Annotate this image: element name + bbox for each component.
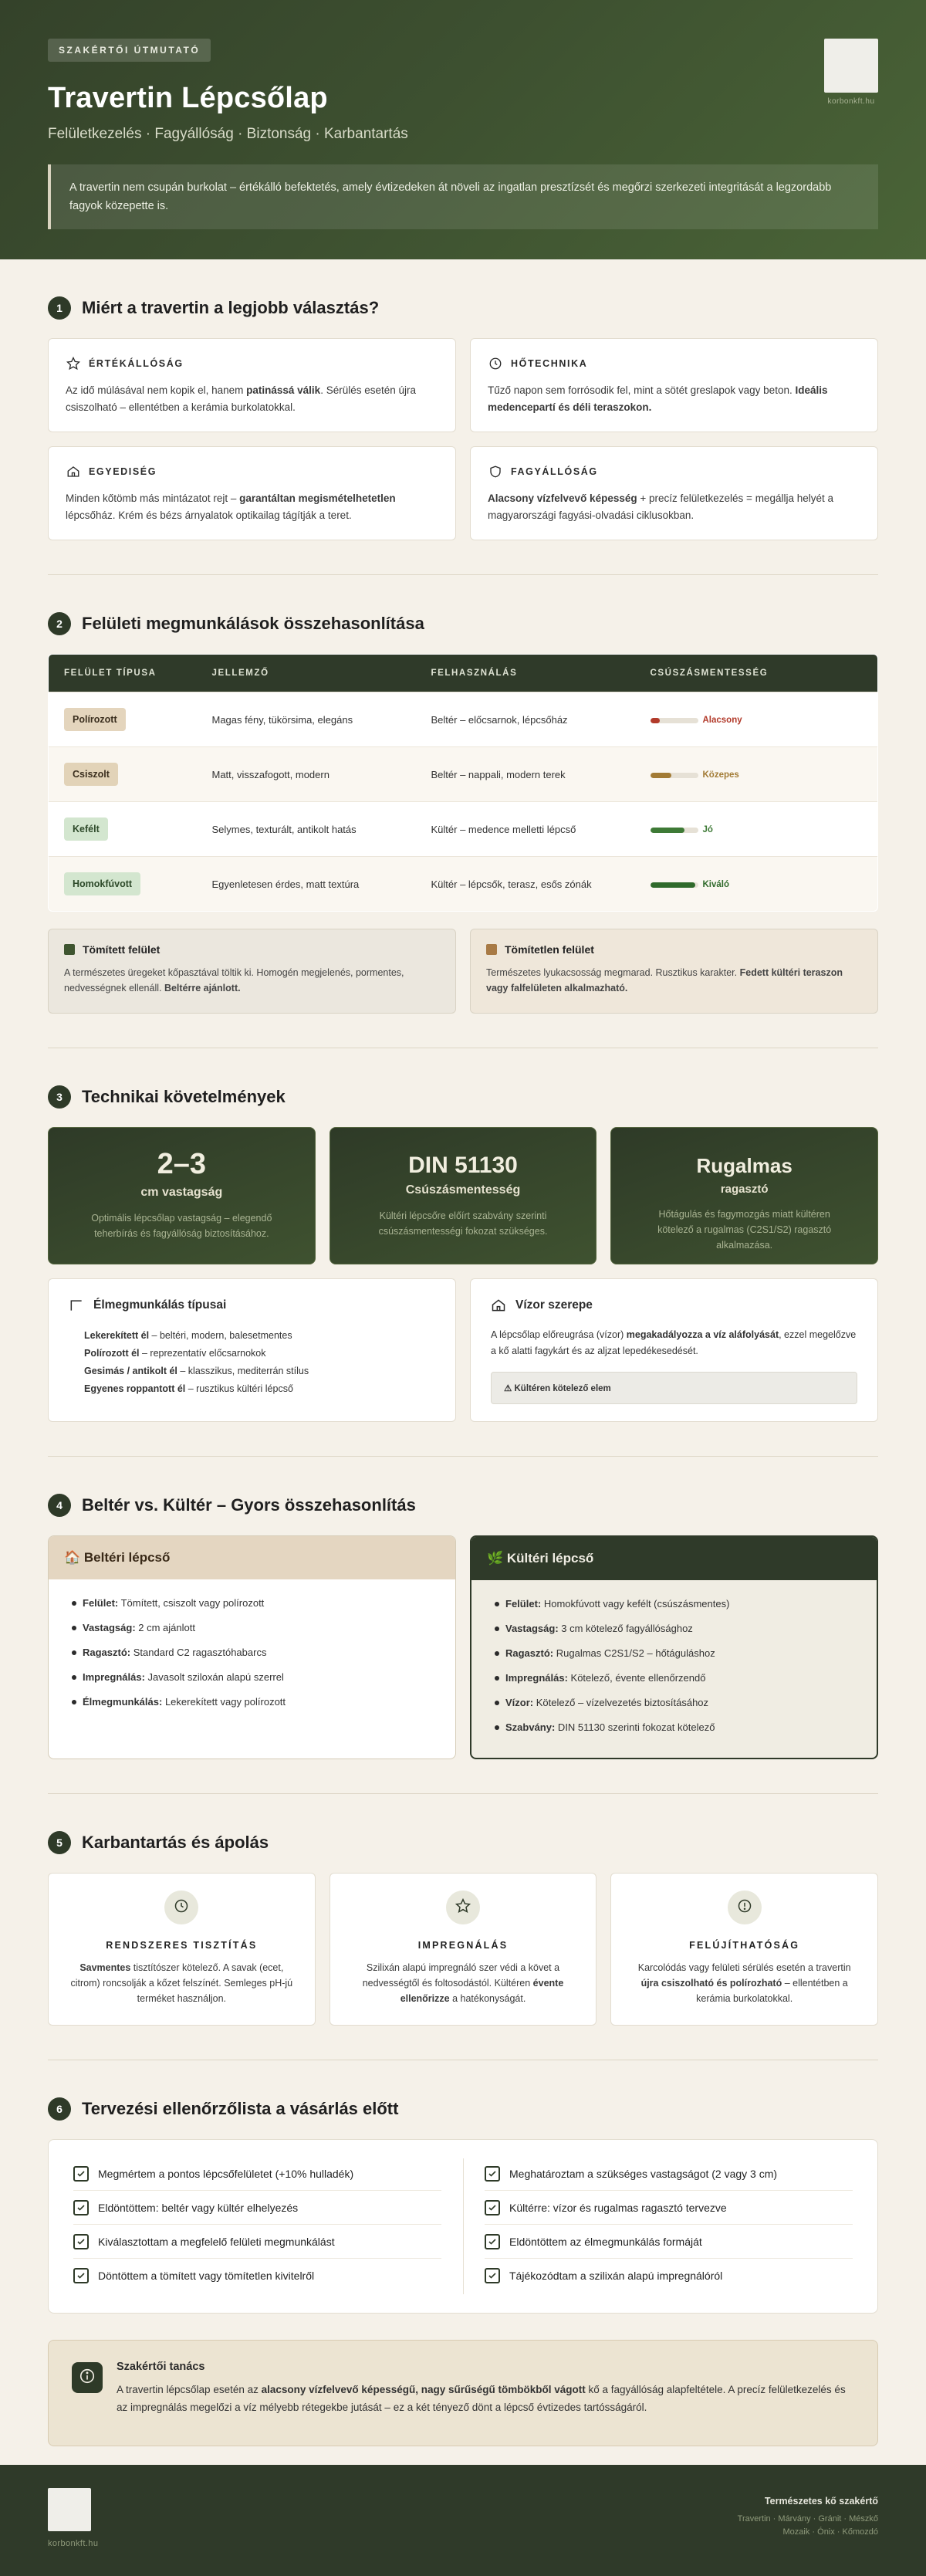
section-technical (48, 1048, 878, 1457)
spec-label: Csúszásmentesség (405, 1183, 521, 1197)
spec-value: 2–3 (157, 1148, 207, 1180)
footer-logo-text: korbonkft.hu (48, 2539, 99, 2548)
checkbox-checked-icon[interactable] (73, 2200, 89, 2215)
checklist-item[interactable] (73, 2191, 441, 2225)
section-number: 5 (48, 1831, 71, 1854)
card-text: Az idő múlásával nem kopik el, hanem patinássá válik. Sérülés esetén újra csiszolható – ellentétben a kerámia burkolatokkal. (66, 384, 417, 413)
checklist-label: Meghatároztam a szükséges vastagságot (2 vagy 3 cm) (509, 2167, 778, 2180)
spec-value: DIN 51130 (408, 1153, 518, 1178)
checklist-label: Megmértem a pontos lépcsőfelületet (+10% hulladék) (98, 2167, 354, 2180)
home-icon (491, 1298, 506, 1313)
table-row (49, 802, 878, 857)
slip-cell (635, 857, 878, 912)
spec-desc: Optimális lépcsőlap vastagság – elegendő teherbírás és fagyállóság biztosításához. (91, 1213, 272, 1239)
footer-line: Mozaik · Ónix · Kőmozdó (782, 2527, 878, 2537)
list-item: Élmegmunkálás: Lekerekített vagy polírozott (72, 1694, 432, 1711)
clock-icon (488, 356, 503, 371)
brand-logo[interactable] (824, 39, 878, 93)
surface-tag: Kefélt (64, 817, 108, 841)
usage-cell: Beltér – nappali, modern terek (416, 747, 635, 802)
list-item: Egyenes roppantott él – rusztikus kültéri lépcső (84, 1383, 293, 1394)
shield-icon (488, 464, 503, 479)
list-item: Felület: Homokfúvott vagy kefélt (csúszásmentes) (495, 1596, 853, 1613)
table-header: CSÚSZÁSMENTESSÉG (635, 655, 878, 692)
table-header: FELHASZNÁLÁS (416, 655, 635, 692)
checkbox-checked-icon[interactable] (73, 2234, 89, 2249)
list-item: Szabvány: DIN 51130 szerinti fokozat kötelező (495, 1719, 853, 1736)
card-text: Alacsony vízfelvevő képesség + precíz felületkezelés = megállja helyét a magyarországi fagyási-olvadási ciklusokban. (488, 493, 833, 521)
slip-meter-fill (651, 718, 660, 723)
card-text: Karcolódás vagy felületi sérülés esetén a travertin újra csiszolható és polírozható – ellentétben a kerámia burkolatokkal. (637, 1962, 851, 2004)
section-title: Beltér vs. Kültér – Gyors összehasonlítás (82, 1495, 416, 1515)
maintenance-card-cleaning (48, 1873, 316, 2026)
list-item: Ragasztó: Rugalmas C2S1/S2 – hőtáguláshoz (495, 1645, 853, 1662)
list-item: Impregnálás: Javasolt sziloxán alapú szerrel (72, 1669, 432, 1686)
spec-desc: Hőtágulás és fagymozgás miatt kültéren kötelező a rugalmas (C2S1/S2) ragasztó alkalmazása. (657, 1209, 832, 1251)
table-row (49, 692, 878, 747)
footer-title: Természetes kő szakértő (764, 2496, 878, 2507)
surface-type-cell (49, 802, 197, 857)
guide-badge: SZAKÉRTŐI ÚTMUTATÓ (48, 39, 211, 62)
section-number: 3 (48, 1085, 71, 1109)
card-title: IMPREGNÁLÁS (417, 1940, 509, 1951)
warning-note: ⚠ Kültéren kötelező elem (491, 1372, 857, 1404)
card-text: Minden kőtömb más mintázatot rejt – garantáltan megismételhetetlen lépcsőház. Krém és bézs árnyalatok optikailag tágítják a teret. (66, 493, 396, 521)
section-title: Miért a travertin a legjobb választás? (82, 298, 380, 317)
list-item: Vastagság: 2 cm ajánlott (72, 1620, 432, 1637)
footer-line: Travertin · Márvány · Gránit · Mészkő (737, 2514, 878, 2524)
checklist-item[interactable] (73, 2259, 441, 2293)
table-row (49, 857, 878, 912)
section-title: Karbantartás és ápolás (82, 1833, 269, 1852)
slip-meter (651, 773, 698, 778)
section-title: Felületi megmunkálások összehasonlítása (82, 614, 424, 633)
list-item: Polírozott él – reprezentatív előcsarnokok (84, 1348, 266, 1359)
brand-logo-text: korbonkft.hu (827, 97, 875, 106)
card-text: Szilixán alapú impregnáló szer védi a követ a nedvességtől és foltosodástól. Kültéren évente ellenőrizze a hatékonyságát. (362, 1962, 564, 2004)
card-title: Élmegmunkálás típusai (93, 1298, 227, 1312)
checklist-item[interactable] (485, 2157, 853, 2191)
card-title: FELÚJÍTHATÓSÁG (689, 1940, 800, 1951)
checklist-item[interactable] (485, 2191, 853, 2225)
slip-meter-fill (651, 882, 696, 888)
slip-cell (635, 747, 878, 802)
table-header: FELÜLET TÍPUSA (49, 655, 197, 692)
indoor-card-header: 🏠 Beltéri lépcső (49, 1536, 455, 1579)
checklist-label: Eldöntöttem: beltér vagy kültér elhelyezés (98, 2201, 299, 2214)
drip-edge-card (470, 1278, 878, 1422)
slip-rating: Alacsony (702, 716, 742, 725)
checkbox-checked-icon[interactable] (73, 2268, 89, 2283)
checkbox-checked-icon[interactable] (73, 2166, 89, 2182)
slip-rating: Közepes (702, 770, 739, 780)
slip-rating: Kiváló (702, 880, 730, 889)
list-item: Vastagság: 3 cm kötelező fagyállósághoz (495, 1620, 853, 1637)
home-icon (66, 464, 81, 479)
benefit-card-value (48, 338, 456, 432)
outdoor-card-header: 🌿 Kültéri lépcső (471, 1537, 877, 1580)
card-text: A lépcsőlap előreugrása (vízor) megakadályozza a víz aláfolyását, ezzel megelőzve a kő alatti fagykárt és az aljzat lepedékesedését. (491, 1329, 857, 1356)
card-text: Savmentes tisztítószer kötelező. A savak (ecet, citrom) roncsolják a kőzet felszínét. Semleges pH-jú terméket használjon. (70, 1962, 293, 2004)
benefit-card-frost (470, 446, 878, 540)
spec-desc: Kültéri lépcsőre előírt szabvány szerinti csúszásmentességi fokozat szükséges. (378, 1210, 548, 1237)
card-text: Tűző napon sem forrósodik fel, mint a sötét greslapok vagy beton. Ideális medencepartí és déli teraszokon. (488, 384, 828, 413)
note-text: Természetes lyukacsosság megmarad. Rusztikus karakter. Fedett kültéri teraszon vagy falfelületen alkalmazható. (486, 967, 843, 994)
edge-corner-icon (69, 1298, 84, 1313)
intro-quote: A travertin nem csupán burkolat – értékálló befektetés, amely évtizedeken át növeli az ingatlan presztízsét és megőrzi szerkezeti integritását a legzordabb fagyok közepette is. (48, 164, 878, 229)
star-icon (455, 1898, 471, 1918)
usage-cell: Kültér – medence melletti lépcső (416, 802, 635, 857)
usage-cell: Kültér – lépcsők, terasz, esős zónák (416, 857, 635, 912)
color-swatch (64, 944, 75, 955)
section-number: 1 (48, 296, 71, 320)
slip-rating: Jó (702, 825, 713, 834)
checklist-item[interactable] (485, 2259, 853, 2293)
slip-cell (635, 692, 878, 747)
section-surface-comparison (48, 575, 878, 1048)
note-sealed (48, 929, 456, 1014)
clock-icon (174, 1898, 189, 1918)
benefit-card-unique (48, 446, 456, 540)
spec-card-adhesive (610, 1127, 878, 1264)
card-title: FAGYÁLLÓSÁG (511, 466, 598, 477)
maintenance-card-renewal (610, 1873, 878, 2026)
section-number: 2 (48, 612, 71, 635)
surface-tag: Csiszolt (64, 763, 118, 786)
card-title: RENDSZERES TISZTÍTÁS (106, 1940, 258, 1951)
card-title: HŐTECHNIKA (511, 358, 588, 369)
checklist-item[interactable] (73, 2157, 441, 2191)
slip-cell (635, 802, 878, 857)
info-icon (79, 2368, 96, 2388)
feature-cell: Egyenletesen érdes, matt textúra (197, 857, 416, 912)
checklist-label: Tájékozódtam a szilixán alapú impregnálóról (509, 2270, 723, 2282)
checklist (48, 2139, 878, 2314)
section-checklist (48, 2060, 878, 2314)
spec-label: cm vastagság (140, 1186, 223, 1199)
edge-types-card (48, 1278, 456, 1422)
note-title: Tömítetlen felület (505, 943, 594, 956)
footer (0, 2465, 926, 2576)
section-why-travertine (48, 259, 878, 575)
hero-header (0, 0, 926, 259)
checklist-label: Kültérre: vízor és rugalmas ragasztó tervezve (509, 2201, 727, 2214)
list-item: Impregnálás: Kötelező, évente ellenőrzendő (495, 1670, 853, 1687)
info-icon (737, 1898, 752, 1918)
star-icon (66, 356, 81, 371)
spec-label: ragasztó (720, 1183, 769, 1196)
section-maintenance (48, 1794, 878, 2060)
spec-value: Rugalmas (696, 1154, 793, 1177)
feature-cell: Matt, visszafogott, modern (197, 747, 416, 802)
section-indoor-outdoor (48, 1457, 878, 1794)
footer-logo[interactable] (48, 2488, 91, 2531)
tip-text: A travertin lépcsőlap esetén az alacsony vízfelvevő képességű, nagy sűrűségű tömbökből vágott kő a fagyállóság alapfeltétele. A precíz felületkezelés és az impregnálás megelőzi a víz mélyebb rétegekbe jutását – ez a két tényező dönt a lépcső évtizedes tartósságáról. (117, 2384, 846, 2413)
feature-cell: Magas fény, tükörsima, elegáns (197, 692, 416, 747)
slip-meter-fill (651, 773, 672, 778)
slip-meter (651, 718, 698, 723)
table-row (49, 747, 878, 802)
surface-type-cell (49, 747, 197, 802)
benefit-card-heat (470, 338, 878, 432)
checkbox-checked-icon[interactable] (485, 2200, 500, 2215)
section-number: 4 (48, 1494, 71, 1517)
color-swatch (486, 944, 497, 955)
surface-type-cell (49, 857, 197, 912)
list-item: Felület: Tömített, csiszolt vagy polírozott (72, 1595, 432, 1612)
maintenance-card-impregnation (330, 1873, 597, 2026)
note-unsealed (470, 929, 878, 1014)
expert-tip (48, 2340, 878, 2446)
section-number: 6 (48, 2097, 71, 2121)
outdoor-card (470, 1535, 878, 1759)
usage-cell: Beltér – előcsarnok, lépcsőház (416, 692, 635, 747)
surface-table (48, 654, 878, 912)
list-item: Vízor: Kötelező – vízelvezetés biztosításához (495, 1694, 853, 1711)
note-text: A természetes üregeket kőpasztával töltik ki. Homogén megjelenés, pormentes, nedvességnek ellenáll. Beltérre ajánlott. (64, 967, 404, 994)
card-title: ÉRTÉKÁLLÓSÁG (89, 358, 184, 369)
feature-cell: Selymes, texturált, antikolt hatás (197, 802, 416, 857)
card-title: Vízor szerepe (515, 1298, 593, 1312)
list-item: Ragasztó: Standard C2 ragasztóhabarcs (72, 1644, 432, 1661)
checkbox-checked-icon[interactable] (485, 2234, 500, 2249)
section-title: Tervezési ellenőrzőlista a vásárlás előtt (82, 2099, 399, 2118)
checklist-label: Döntöttem a tömített vagy tömítetlen kivitelről (98, 2270, 315, 2282)
checkbox-checked-icon[interactable] (485, 2166, 500, 2182)
tip-title: Szakértői tanács (117, 2361, 205, 2373)
checklist-item[interactable] (485, 2225, 853, 2259)
checklist-label: Kiválasztottam a megfelelő felületi megmunkálást (98, 2235, 335, 2248)
checkbox-checked-icon[interactable] (485, 2268, 500, 2283)
list-item: Gesimás / antikolt él – klasszikus, mediterrán stílus (84, 1366, 309, 1376)
surface-tag: Polírozott (64, 708, 126, 731)
checklist-item[interactable] (73, 2225, 441, 2259)
note-title: Tömített felület (83, 943, 161, 956)
table-header: JELLEMZŐ (197, 655, 416, 692)
surface-type-cell (49, 692, 197, 747)
list-item: Lekerekített él – beltéri, modern, balesetmentes (84, 1330, 292, 1341)
indoor-card (48, 1535, 456, 1759)
page-title: Travertin Lépcsőlap (48, 82, 328, 114)
spec-card-thickness (48, 1127, 316, 1264)
page-subtitle: Felületkezelés · Fagyállóság · Biztonság · Karbantartás (48, 126, 408, 142)
slip-meter (651, 828, 698, 833)
section-title: Technikai követelmények (82, 1087, 286, 1106)
card-title: EGYEDISÉG (89, 466, 157, 477)
slip-meter (651, 882, 698, 888)
spec-card-slip (330, 1127, 597, 1264)
slip-meter-fill (651, 828, 685, 833)
checklist-label: Eldöntöttem az élmegmunkálás formáját (509, 2235, 702, 2248)
surface-tag: Homokfúvott (64, 872, 140, 895)
